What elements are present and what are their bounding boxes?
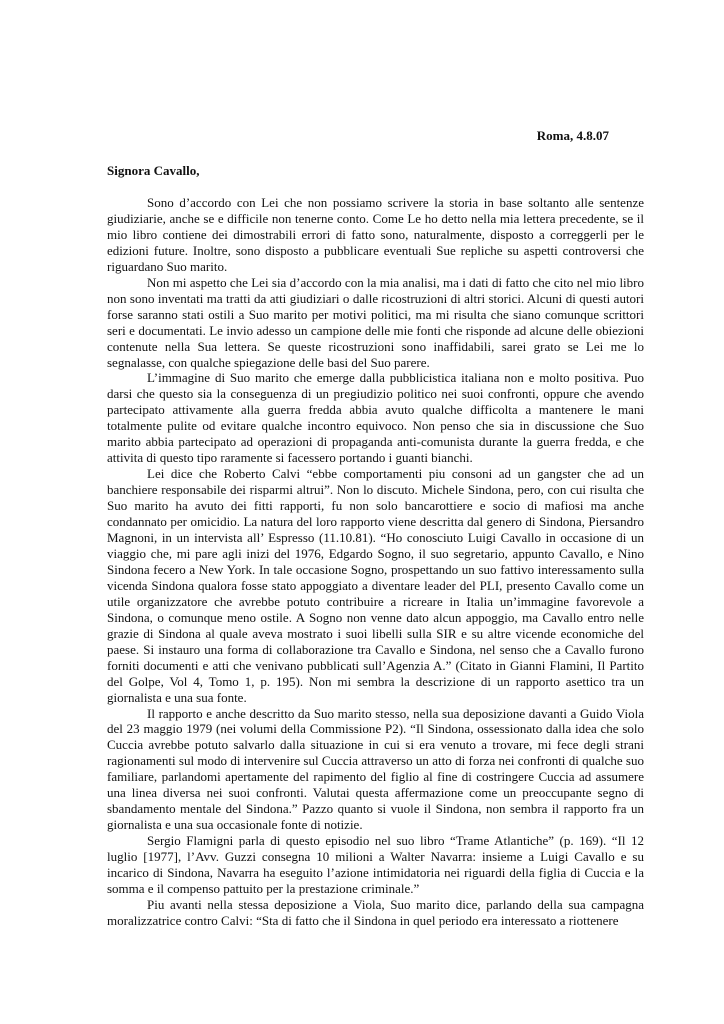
letter-salutation: Signora Cavallo, <box>107 163 200 178</box>
paragraph-7: Piu avanti nella stessa deposizione a Viola, Suo marito dice, parlando della sua campagna moralizzatrice contro Calvi: “Sta di fatto che il Sindona in quel periodo era interessato a riottenere <box>107 896 644 928</box>
paragraph-4: Lei dice che Roberto Calvi “ebbe comportamenti piu consoni ad un gangster che ad un banchiere responsabile dei risparmi altrui”. Non lo discuto. Michele Sindona, pero, con cui risulta che Suo marito ha avuto dei fitti rapporti, fu non solo bancarottiere e socio di mafiosi ma anche condannato per omicidio. La natura del loro rapporto viene descritta dal genero di Sindona, Piersandro Magnoni, in un intervista all’ Espresso (11.10.81). “Ho conosciuto Luigi Cavallo in occasione di un viaggio che, mi pare agli inizi del 1976, Edgardo Sogno, il suo segretario, appunto Cavallo, e Nino Sindona fecero a New York. In tale occasione Sogno, prospettando un suo fattivo interessamento sulla vicenda Sindona qualora fosse stato appoggiato a diventare leader del PLI, presento Cavallo come un utile organizzatore che avrebbe potuto contribuire a ricreare in Italia un’immagine favorevole a Sindona, o comunque meno ostile. A Sogno non venne dato alcun appoggio, ma Cavallo entro nelle grazie di Sindona al quale aveva mostrato i suoi libelli sulla SIR e su altre vicende economiche del paese. Si instauro una forma di collaborazione tra Cavallo e Sindona, nel senso che a Cavallo furono forniti documenti e atti che venivano pubblicati sull’Agenzia A.” (Citato in Gianni Flamini, Il Partito del Golpe, Vol 4, Tomo 1, p. 195). Non mi sembra la descrizione di un rapporto asettico tra un giornalista e una sua fonte. <box>107 466 644 705</box>
paragraph-1: Sono d’accordo con Lei che non possiamo scrivere la storia in base soltanto alle sentenze giudiziarie, anche se e difficile non tenerne conto. Come Le ho detto nella mia lettera precedente, se il mio libro contiene dei dimostrabili errori di fatto sono, naturalmente, disposto a correggerli per le edizioni future. Inoltre, sono disposto a pubblicare eventuali Sue repliche su aspetti controversi che riguardano Suo marito. <box>107 195 644 274</box>
paragraph-6: Sergio Flamigni parla di questo episodio nel suo libro “Trame Atlantiche” (p. 169). “Il 12 luglio [1977], l’Avv. Guzzi consegna 10 milioni a Walter Navarra: insieme a Luigi Cavallo e su incarico di Sindona, Navarra ha eseguito l’azione intimidatoria nei riguardi della figlia di Cuccia e la somma e il compenso pattuito per la prestazione criminale.” <box>107 833 644 896</box>
paragraph-3: L’immagine di Suo marito che emerge dalla pubblicistica italiana non e molto positiva. Puo darsi che questo sia la conseguenza di un pregiudizio politico nei suoi confronti, oppure che avendo partecipato attivamente alla guerra fredda abbia avuto qualche difficolta a mantenere le mani totalmente pulite od evitare qualche incontro equivoco. Non penso che sia in discussione che Suo marito abbia partecipato ad operazioni di propaganda anti-comunista durante la guerra fredda, e che attivita di questo tipo raramente si facessero portando i guanti bianchi. <box>107 370 644 466</box>
paragraph-2: Non mi aspetto che Lei sia d’accordo con la mia analisi, ma i dati di fatto che cito nel mio libro non sono inventati ma tratti da atti giudiziari o dalle ricostruzioni di altri storici. Alcuni di questi autori forse saranno stati ostili a Suo marito per motivi politici, ma mi risulta che siano comunque scrittori seri e documentati. Le invio adesso un campione delle mie fonti che risponde ad alcune delle obiezioni contenute nella Sua lettera. Se queste ricostruzioni sono inaffidabili, sarei grato se Lei me lo segnalasse, con qualche spiegazione delle basi del Suo parere. <box>107 274 644 370</box>
letter-body <box>107 195 644 929</box>
letter-date: Roma, 4.8.07 <box>536 128 609 143</box>
paragraph-5: Il rapporto e anche descritto da Suo marito stesso, nella sua deposizione davanti a Guido Viola del 23 maggio 1979 (nei volumi della Commissione P2). “Il Sindona, ossessionato dalla idea che solo Cuccia avrebbe potuto salvarlo dalla situazione in cui si era venuto a trovare, mi fece degli strani ragionamenti sul modo di intervenire sul Cuccia attraverso un atto di forza nei confronti di qualche suo familiare, parlandomi apertamente del rapimento del figlio al fine di costringere Cuccia ad assumere una linea diversa nei suoi confronti. Valutai questa affermazione come un preoccupante segno di sbandamento mentale del Sindona.” Pazzo quanto si vuole il Sindona, non sembra il rapporto fra un giornalista e una sua occasionale fonte di notizie. <box>107 705 644 833</box>
